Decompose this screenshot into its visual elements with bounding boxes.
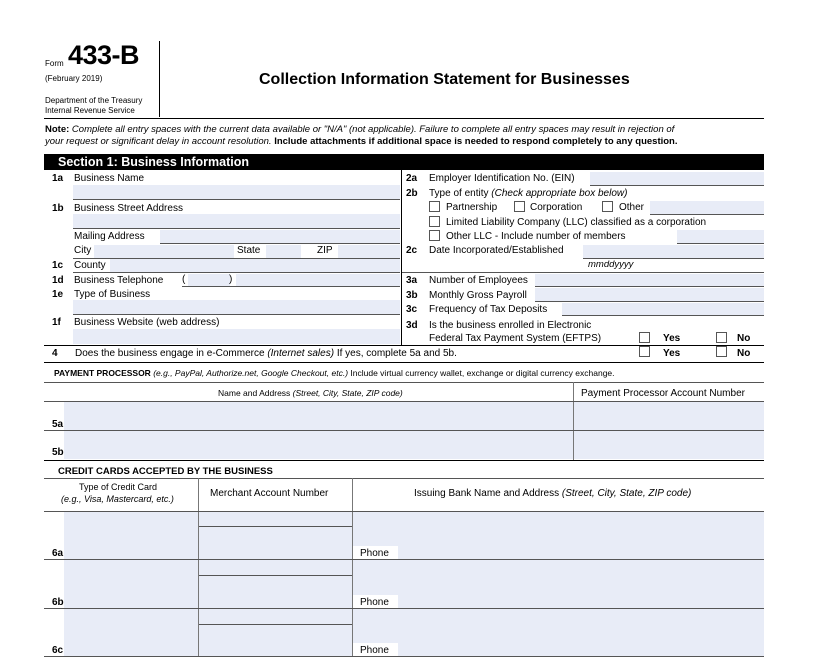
business-telephone-field[interactable] <box>236 274 400 286</box>
ecommerce-yes-checkbox[interactable] <box>639 346 650 357</box>
pp-col-name-hint: (Street, City, State, ZIP code) <box>292 388 403 398</box>
phone-paren-open: ( <box>182 274 186 285</box>
ecommerce-yes-label: Yes <box>663 348 681 359</box>
cc-header-top-rule <box>44 478 764 479</box>
line-2a-label: Employer Identification No. (EIN) <box>429 173 575 184</box>
eftps-yes-checkbox[interactable] <box>639 332 650 343</box>
pp-5a-account-field[interactable] <box>574 402 764 430</box>
pp-5b-name-field[interactable] <box>64 431 573 459</box>
state-label: State <box>237 245 261 256</box>
line-3d-number: 3d <box>406 320 418 331</box>
telephone-rule <box>182 286 400 287</box>
section-1-header: Section 1: Business Information <box>44 154 764 170</box>
dept-line-1: Department of the Treasury <box>45 96 143 105</box>
other-entity-label: Other <box>619 202 645 213</box>
cc-6b-merchant-field-1[interactable] <box>199 560 352 575</box>
business-name-field[interactable] <box>73 185 400 199</box>
cc-col-type-line2: (e.g., Visa, Mastercard, etc.) <box>61 494 174 504</box>
form-date: (February 2019) <box>45 74 103 83</box>
corporation-checkbox[interactable] <box>514 201 525 212</box>
mailing-address-rule <box>160 243 400 244</box>
row-5b-number: 5b <box>52 447 64 458</box>
line-3c-label: Frequency of Tax Deposits <box>429 304 548 315</box>
line-3d-label-1: Is the business enrolled in Electronic <box>429 320 592 331</box>
cc-6a-type-field[interactable] <box>64 512 198 559</box>
row-6c-number: 6c <box>52 645 64 656</box>
row-6b-number: 6b <box>52 597 64 608</box>
ecommerce-no-label: No <box>737 348 751 359</box>
cc-6b-phone-label: Phone <box>360 597 389 608</box>
cc-6a-merchant-field-2[interactable] <box>199 527 352 559</box>
llc-members-rule <box>677 243 764 244</box>
cc-6c-bank-field[interactable] <box>353 609 764 643</box>
line-3b-number: 3b <box>406 290 418 301</box>
line-2b-label-wrap <box>429 188 627 199</box>
cc-col-merchant-header: Merchant Account Number <box>210 488 329 499</box>
payment-processor-title: PAYMENT PROCESSOR <box>54 368 151 378</box>
cc-6a-bank-field[interactable] <box>353 512 764 546</box>
line-4-text-b: (Internet sales) <box>267 348 335 359</box>
line-2b-number: 2b <box>406 188 418 199</box>
corporation-label: Corporation <box>530 202 583 213</box>
line-2b-hint: (Check appropriate box below) <box>491 188 628 199</box>
county-rule <box>73 272 400 273</box>
line-1a-number: 1a <box>52 173 64 184</box>
line-1b-number: 1b <box>52 203 64 214</box>
other-llc-label: Other LLC - Include number of members <box>446 231 626 242</box>
street-address-field[interactable] <box>73 214 400 228</box>
pp-header-top-rule <box>44 382 764 383</box>
line-2b-label: Type of entity <box>429 188 489 199</box>
line-1d-label: Business Telephone <box>74 275 164 286</box>
note-text-2b: Include attachments if additional space is needed to respond completely to any question. <box>274 136 678 147</box>
line-1d-number: 1d <box>52 275 64 286</box>
llc-corporation-label: Limited Liability Company (LLC) classified as a corporation <box>446 217 707 228</box>
line-4-text-c: If yes, complete 5a and 5b. <box>336 348 457 359</box>
eftps-no-checkbox[interactable] <box>716 332 727 343</box>
page-title: Collection Information Statement for Businesses <box>259 71 630 88</box>
area-code-field[interactable] <box>188 274 233 286</box>
pp-5b-account-field[interactable] <box>574 431 764 459</box>
line-2c-label: Date Incorporated/Established <box>429 245 564 256</box>
cc-6a-phone-label: Phone <box>360 548 389 559</box>
monthly-payroll-field[interactable] <box>535 288 764 301</box>
partnership-label: Partnership <box>446 202 498 213</box>
mailing-address-field[interactable] <box>160 230 400 243</box>
payment-processor-hint: (e.g., PayPal, Authorize.net, Google Checkout, etc.) <box>153 368 349 378</box>
ein-field[interactable] <box>590 172 764 185</box>
note-label: Note: <box>45 124 70 135</box>
cc-col-bank-label: Issuing Bank Name and Address <box>414 488 560 499</box>
section1-column-divider <box>401 170 402 346</box>
line-3b-label: Monthly Gross Payroll <box>429 290 527 301</box>
note-text-2a: your request or significant delay in account resolution. <box>45 136 272 147</box>
note-text-1: Complete all entry spaces with the current data available or "N/A" (not applicable). Failure to complete all entry spaces may result in rejection of <box>71 124 675 135</box>
cc-6c-phone-field[interactable] <box>398 643 764 657</box>
credit-cards-heading: CREDIT CARDS ACCEPTED BY THE BUSINESS <box>58 466 273 477</box>
date-established-field[interactable] <box>583 245 764 258</box>
pp-col-account-header: Payment Processor Account Number <box>581 388 745 399</box>
eftps-yes-label: Yes <box>663 333 681 344</box>
line-3c-number: 3c <box>406 304 418 315</box>
mailing-address-label: Mailing Address <box>74 231 145 242</box>
line-2c-number: 2c <box>406 245 418 256</box>
line-1c-number: 1c <box>52 260 64 271</box>
cc-col-bank-hint: (Street, City, State, ZIP code) <box>561 488 692 499</box>
line-2a-number: 2a <box>406 173 418 184</box>
line-1f-label: Business Website (web address) <box>74 317 220 328</box>
line-1a-label: Business Name <box>74 173 145 184</box>
other-llc-checkbox[interactable] <box>429 230 440 241</box>
line-1c-label: County <box>74 260 106 271</box>
employees-field[interactable] <box>535 274 764 286</box>
pp-5b-rule <box>44 460 764 461</box>
date-format-hint: mmddyyyy <box>588 259 634 270</box>
county-field[interactable] <box>110 259 400 272</box>
ecommerce-no-checkbox[interactable] <box>716 346 727 357</box>
payment-processor-tail: Include virtual currency wallet, exchange or digital currency exchange. <box>350 368 615 378</box>
form-number: 433-B <box>68 40 140 70</box>
line-1b-label: Business Street Address <box>74 203 183 214</box>
form-word: Form <box>45 59 64 68</box>
cc-6b-type-field[interactable] <box>64 560 198 608</box>
line-4-bottom-rule <box>44 362 764 363</box>
tax-deposit-frequency-field[interactable] <box>562 303 764 315</box>
cc-6a-merchant-field-1[interactable] <box>199 512 352 526</box>
eftps-no-label: No <box>737 333 751 344</box>
llc-members-field[interactable] <box>677 230 764 243</box>
cc-col-type-line1: Type of Credit Card <box>79 482 158 492</box>
zip-field[interactable] <box>338 245 400 258</box>
line-3a-label: Number of Employees <box>429 275 528 286</box>
employees-rule <box>535 286 764 287</box>
type-of-business-rule <box>73 314 400 315</box>
cc-6c-type-field[interactable] <box>64 609 198 657</box>
line-1e-number: 1e <box>52 289 64 300</box>
cc-6c-merchant-field-2[interactable] <box>199 625 352 657</box>
other-entity-field[interactable] <box>650 201 764 214</box>
pp-col-name-header <box>218 388 403 398</box>
other-entity-checkbox[interactable] <box>602 201 613 212</box>
phone-paren-close: ) <box>229 274 233 285</box>
payment-processor-heading <box>54 368 615 378</box>
cc-6c-merchant-field-1[interactable] <box>199 609 352 624</box>
pp-5a-name-field[interactable] <box>64 402 573 430</box>
cc-6b-phone-field[interactable] <box>398 595 764 608</box>
llc-corporation-checkbox[interactable] <box>429 216 440 227</box>
partnership-checkbox[interactable] <box>429 201 440 212</box>
cc-6a-phone-field[interactable] <box>398 546 764 559</box>
city-field[interactable] <box>94 245 234 258</box>
website-field[interactable] <box>73 329 400 344</box>
line-3d-label-2: Federal Tax Payment System (EFTPS) <box>429 333 602 344</box>
line-3a-number: 3a <box>406 275 418 286</box>
row-6a-number: 6a <box>52 548 64 559</box>
cc-col-bank-header <box>414 488 691 499</box>
cc-6b-merchant-field-2[interactable] <box>199 576 352 608</box>
line-4-text-a: Does the business engage in e-Commerce <box>75 348 265 359</box>
note-line-1 <box>45 124 674 135</box>
monthly-payroll-rule <box>535 301 764 302</box>
business-name-rule <box>73 199 400 200</box>
other-entity-rule <box>650 214 764 215</box>
pp-col-name-label: Name and Address <box>218 388 291 398</box>
type-of-business-field[interactable] <box>73 300 400 314</box>
state-field[interactable] <box>266 245 301 258</box>
line-4-question <box>75 348 457 359</box>
note-line-2 <box>45 136 678 147</box>
line-4-number: 4 <box>52 348 58 359</box>
street-address-rule <box>73 228 400 229</box>
row-5a-number: 5a <box>52 419 64 430</box>
tax-deposit-rule <box>562 315 764 316</box>
line-1f-number: 1f <box>52 317 61 328</box>
header-rule <box>44 118 764 119</box>
line-1e-label: Type of Business <box>74 289 151 300</box>
ein-rule <box>590 185 764 186</box>
right-col-rule-2c <box>402 272 764 273</box>
cc-6c-phone-label: Phone <box>360 645 389 656</box>
header-divider <box>159 41 160 117</box>
city-label: City <box>74 245 92 256</box>
dept-line-2: Internal Revenue Service <box>45 106 135 115</box>
section1-rule-4-top <box>44 345 764 346</box>
cc-6b-bank-field[interactable] <box>353 560 764 595</box>
zip-label: ZIP <box>317 245 333 256</box>
